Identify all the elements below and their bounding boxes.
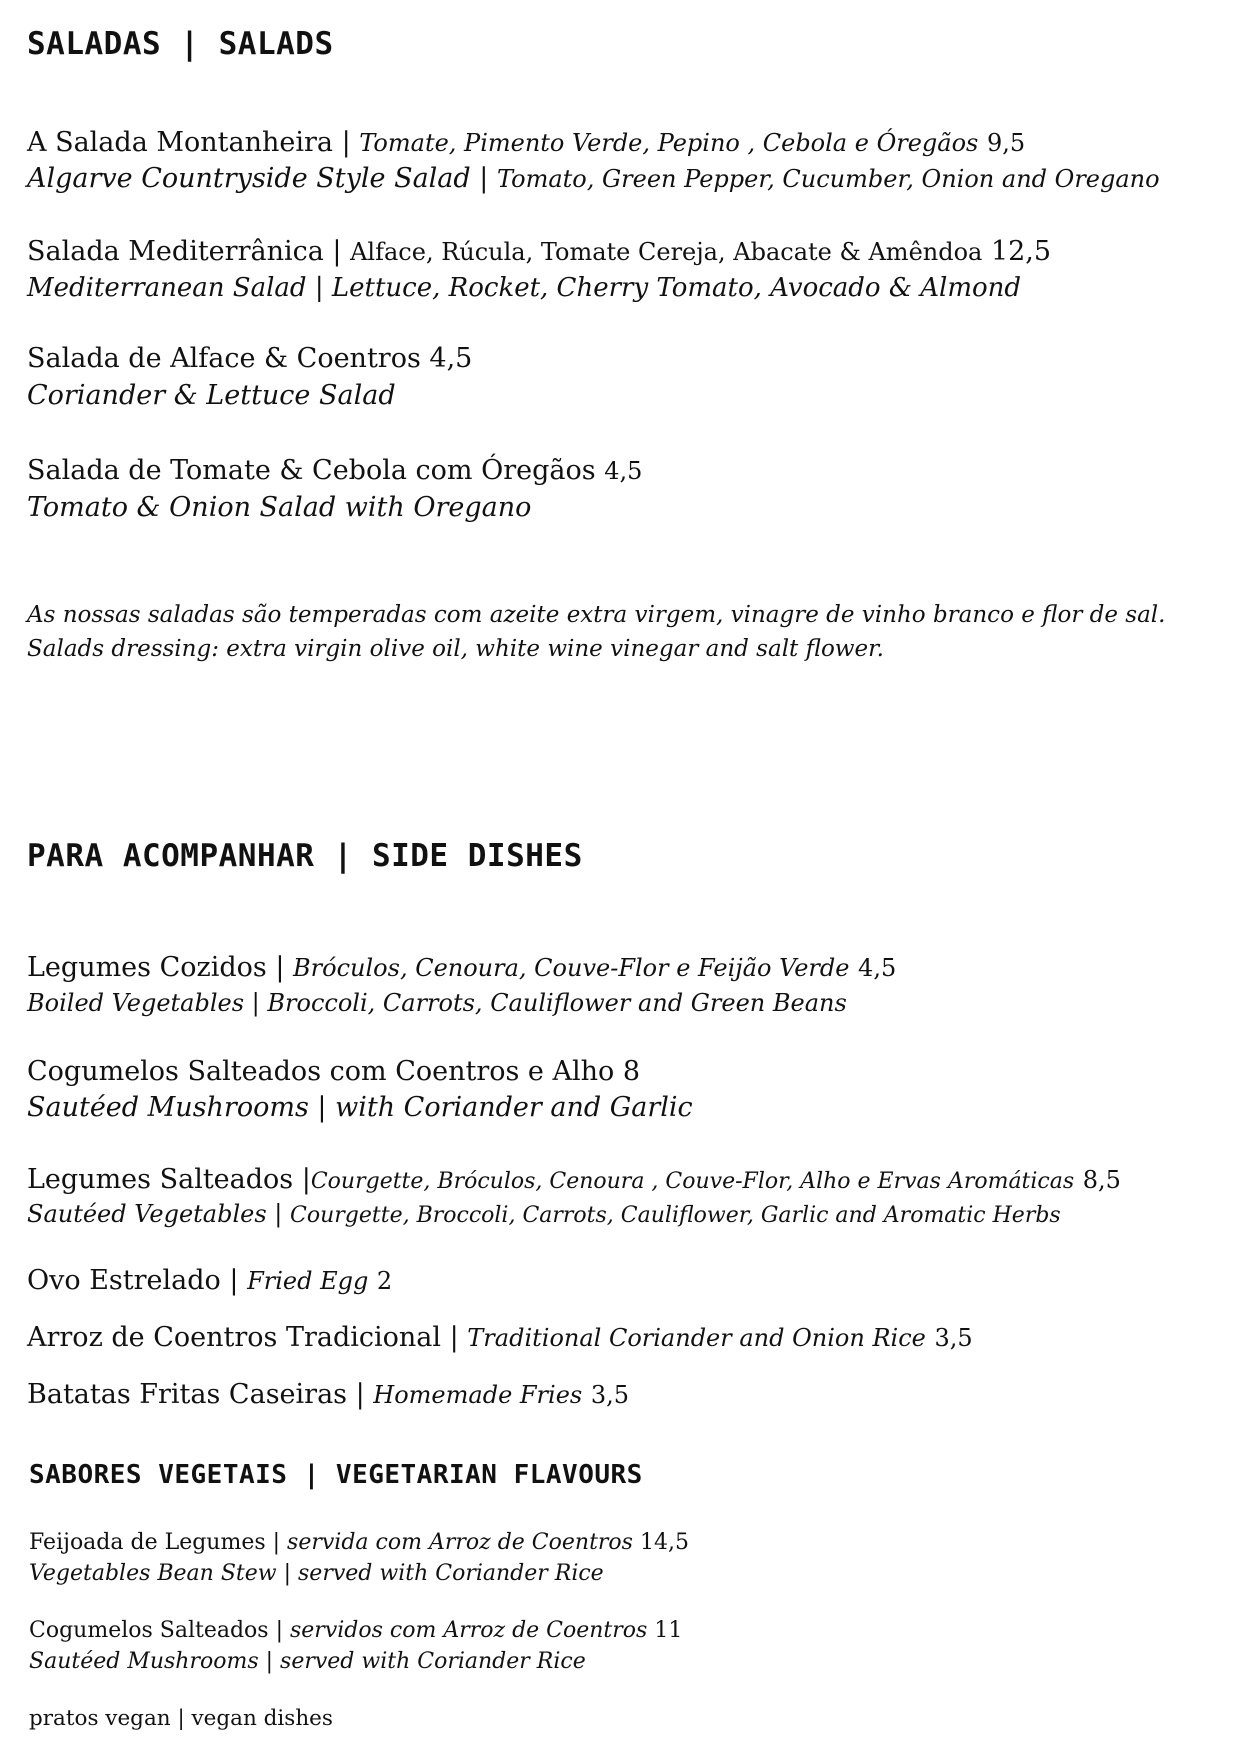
menu-item-cogumelos-veg-pt <box>29 1618 682 1643</box>
menu-item-arroz-coentros <box>27 1322 973 1353</box>
menu-item-legumes-salteados-en <box>27 1200 1061 1228</box>
item-description: with Coriander and Garlic <box>335 1092 693 1123</box>
item-name: Legumes Cozidos | <box>27 952 285 983</box>
item-description: served with Coriander Rice <box>280 1649 586 1674</box>
item-description: Bróculos, Cenoura, Couve-Flor e Feijão Verde <box>293 954 850 982</box>
menu-item-tomate-pt <box>27 455 642 486</box>
item-description: Tomate, Pimento Verde, Pepino , Cebola e Óregãos <box>359 129 979 157</box>
item-name: Algarve Countryside Style Salad | <box>27 163 489 194</box>
menu-item-cogumelos-en <box>27 1092 693 1123</box>
item-name: Boiled Vegetables | <box>27 989 260 1017</box>
menu-item-cogumelos-pt <box>27 1056 640 1087</box>
dressing-note-en: Salads dressing: extra virgin olive oil, white wine vinegar and salt flower. <box>27 636 884 662</box>
item-price: 11 <box>654 1618 683 1643</box>
sides-heading: PARA ACOMPANHAR | SIDE DISHES <box>27 838 583 874</box>
item-name: Sautéed Mushrooms | <box>27 1092 327 1123</box>
item-description: Tomato, Green Pepper, Cucumber, Onion and Oregano <box>496 165 1160 193</box>
item-name: Cogumelos Salteados com Coentros e Alho <box>27 1056 615 1087</box>
item-price: 12,5 <box>990 236 1052 267</box>
menu-item-legumes-cozidos-en <box>27 989 847 1017</box>
item-name: Ovo Estrelado | <box>27 1265 239 1296</box>
item-description: servidos com Arroz de Coentros <box>290 1618 648 1643</box>
menu-item-feijoada-pt <box>29 1530 689 1555</box>
dressing-note-pt: As nossas saladas são temperadas com azeite extra virgem, vinagre de vinho branco e flor de sal. <box>27 602 1166 628</box>
item-name: Cogumelos Salteados | <box>29 1618 283 1643</box>
item-name: Sautéed Vegetables | <box>27 1200 283 1228</box>
item-name: Salada de Alface & Coentros <box>27 343 421 374</box>
item-price: 8 <box>622 1056 641 1087</box>
item-price: 14,5 <box>639 1530 689 1555</box>
item-name: Legumes Salteados | <box>27 1164 311 1195</box>
item-name: Mediterranean Salad | <box>27 273 324 303</box>
item-description: Traditional Coriander and Onion Rice <box>467 1324 926 1352</box>
vegan-footnote: pratos vegan | vegan dishes <box>29 1706 333 1731</box>
item-description: Lettuce, Rocket, Cherry Tomato, Avocado & Almond <box>331 273 1022 303</box>
item-description: Fried Egg <box>247 1267 369 1295</box>
menu-item-montanheira-pt <box>27 127 1025 158</box>
menu-item-montanheira-en <box>27 163 1160 194</box>
menu-item-batatas-fritas <box>27 1379 629 1410</box>
menu-item-legumes-salteados-pt <box>27 1164 1121 1195</box>
item-name: A Salada Montanheira | <box>27 127 351 158</box>
item-price: 4,5 <box>604 457 643 485</box>
item-name: Feijoada de Legumes | <box>29 1530 281 1555</box>
item-description: Homemade Fries <box>373 1381 583 1409</box>
item-description: Alface, Rúcula, Tomate Cereja, Abacate & Amêndoa <box>350 238 983 266</box>
menu-item-legumes-cozidos-pt <box>27 952 896 983</box>
item-price: 2 <box>376 1267 393 1295</box>
item-price: 9,5 <box>986 129 1026 157</box>
item-description: Broccoli, Carrots, Cauliflower and Green Beans <box>267 989 847 1017</box>
item-description: served with Coriander Rice <box>298 1561 604 1586</box>
item-name: Batatas Fritas Caseiras | <box>27 1379 365 1410</box>
item-name: Sautéed Mushrooms | <box>29 1649 274 1674</box>
menu-item-mediterranica-pt <box>27 236 1051 267</box>
item-price: 3,5 <box>934 1324 973 1352</box>
menu-item-feijoada-en <box>29 1561 604 1586</box>
menu-item-cogumelos-veg-en <box>29 1649 586 1674</box>
salads-heading: SALADAS | SALADS <box>27 26 334 62</box>
menu-item-alface-en: Coriander & Lettuce Salad <box>27 380 396 411</box>
menu-item-mediterranica-en <box>27 273 1021 303</box>
item-name: Arroz de Coentros Tradicional | <box>27 1322 459 1353</box>
vegetarian-heading: SABORES VEGETAIS | VEGETARIAN FLAVOURS <box>29 1460 643 1490</box>
item-price: 4,5 <box>858 954 897 982</box>
menu-item-alface-pt <box>27 343 472 374</box>
item-name: Vegetables Bean Stew | <box>29 1561 292 1586</box>
item-price: 8,5 <box>1082 1166 1121 1194</box>
item-name: Salada de Tomate & Cebola com Óregãos <box>27 455 596 486</box>
menu-item-tomate-en: Tomato & Onion Salad with Oregano <box>27 492 532 523</box>
item-description: Courgette, Bróculos, Cenoura , Couve-Flor, Alho e Ervas Aromáticas <box>310 1169 1075 1194</box>
item-name: Salada Mediterrânica | <box>27 236 342 267</box>
item-price: 4,5 <box>429 343 473 374</box>
menu-item-ovo-estrelado <box>27 1265 392 1296</box>
item-description: servida com Arroz de Coentros <box>287 1530 633 1555</box>
item-description: Courgette, Broccoli, Carrots, Cauliflower, Garlic and Aromatic Herbs <box>290 1203 1061 1228</box>
item-price: 3,5 <box>590 1381 629 1409</box>
